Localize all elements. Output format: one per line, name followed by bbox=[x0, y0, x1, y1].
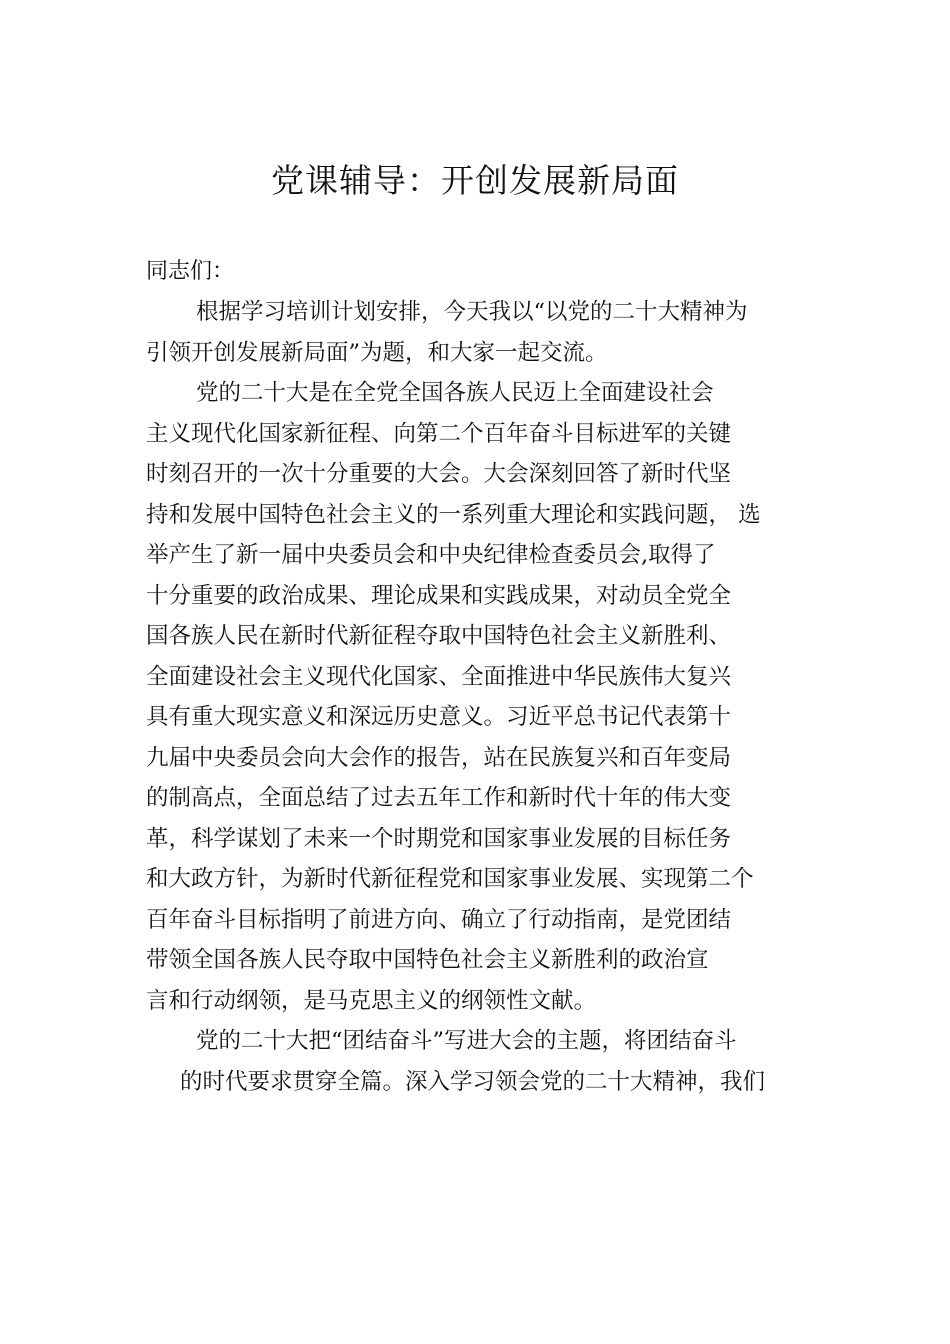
text-line: 引领开创发展新局面”为题，和大家一起交流。 bbox=[146, 340, 608, 366]
text-line: 带领全国各族人民夺取中国特色社会主义新胜利的政治宣 bbox=[146, 947, 709, 973]
text-line: 主义现代化国家新征程、向第二个百年奋斗目标进军的关键 bbox=[146, 421, 732, 447]
salutation: 同志们： bbox=[146, 259, 235, 284]
text-line: 持和发展中国特色社会主义的一系列重大理论和实践问题， 选 bbox=[146, 502, 761, 528]
text-line: 党的二十大把“团结奋斗”写进大会的主题，将团结奋斗 bbox=[196, 1028, 737, 1054]
text-line: 全面建设社会主义现代化国家、全面推进中华民族伟大复兴 bbox=[146, 664, 732, 690]
text-line: 根据学习培训计划安排，今天我以“以党的二十大精神为 bbox=[196, 299, 748, 325]
text-line: 举产生了新一届中央委员会和中央纪律检查委员会,取得了 bbox=[146, 542, 716, 568]
text-line: 百年奋斗目标指明了前进方向、确立了行动指南，是党团结 bbox=[146, 907, 732, 933]
text-line: 和大政方针，为新时代新征程党和国家事业发展、实现第二个 bbox=[146, 866, 754, 892]
text-line: 党的二十大是在全党全国各族人民迈上全面建设社会 bbox=[196, 380, 714, 406]
document-title: 党课辅导：开创发展新局面 bbox=[271, 161, 679, 200]
text-line: 十分重要的政治成果、理论成果和实践成果，对动员全党全 bbox=[146, 583, 732, 609]
text-line: 时刻召开的一次十分重要的大会。大会深刻回答了新时代坚 bbox=[146, 461, 732, 487]
text-line: 言和行动纲领，是马克思主义的纲领性文献。 bbox=[146, 988, 597, 1014]
text-line: 的制高点，全面总结了过去五年工作和新时代十年的伟大变 bbox=[146, 785, 732, 811]
text-line: 国各族人民在新时代新征程夺取中国特色社会主义新胜利、 bbox=[146, 623, 732, 649]
text-line: 九届中央委员会向大会作的报告，站在民族复兴和百年变局 bbox=[146, 745, 732, 771]
text-line: 革，科学谋划了未来一个时期党和国家事业发展的目标任务 bbox=[146, 826, 732, 852]
text-line: 具有重大现实意义和深远历史意义。习近平总书记代表第十 bbox=[146, 704, 732, 730]
text-line: 的时代要求贯穿全篇。深入学习领会党的二十大精神，我们 bbox=[180, 1069, 766, 1095]
